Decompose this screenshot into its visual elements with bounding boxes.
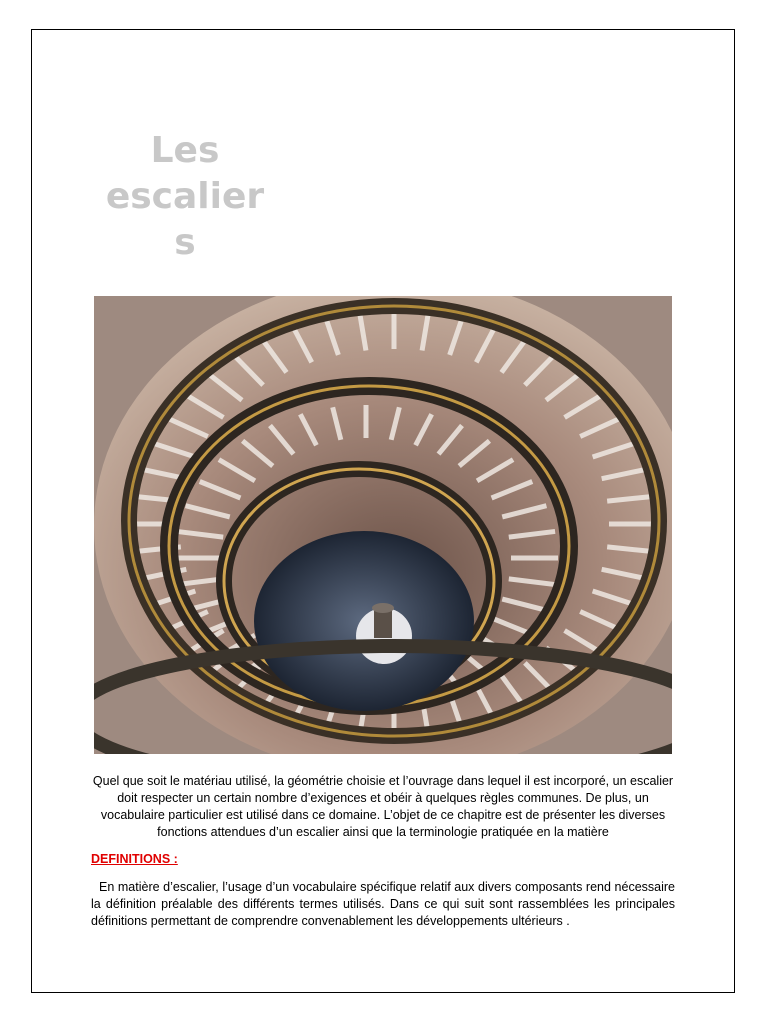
document-title: Les escalier s: [105, 130, 265, 263]
staircase-image: [94, 296, 672, 754]
section-heading: DEFINITIONS :: [91, 852, 178, 866]
intro-paragraph: Quel que soit le matériau utilisé, la géométrie choisie et l’ouvrage dans lequel il est incorporé, un escalier doit respecter un certain nombre d’exigences et obéir à quelques règles communes. De plus, un vocabulaire particulier est utilisé dans ce domaine. L’objet de ce chapitre est de présenter les diverses fonctions attendues d’un escalier ainsi que la terminologie pratiquée en la matière: [92, 774, 674, 839]
definitions-paragraph: En matière d’escalier, l’usage d’un vocabulaire spécifique relatif aux divers composants rend nécessaire la définition préalable des différents termes utilisés. Dans ce qui suit sont rassemblées les principales définitions permettant de comprendre convenablement les développements ultérieurs .: [91, 880, 675, 928]
